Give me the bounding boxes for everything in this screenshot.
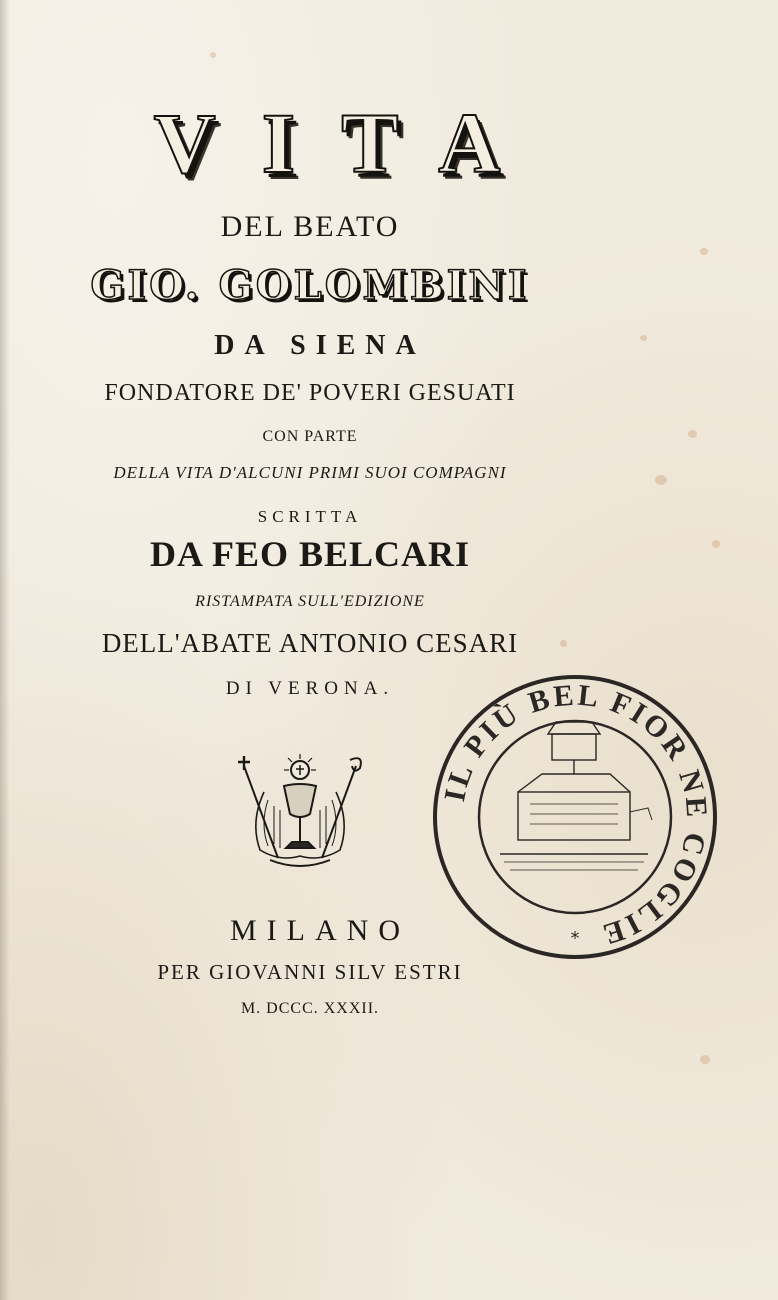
scritta-line: SCRITTA	[257, 507, 363, 526]
subject-role: FONDATORE DE' POVERI GESUATI	[104, 380, 516, 406]
con-parte-line: CON PARTE	[262, 428, 358, 445]
foxing-spot	[700, 248, 708, 255]
book-title: VITA	[153, 95, 547, 191]
foxing-spot	[712, 540, 720, 548]
foxing-spot	[640, 335, 647, 341]
imprint-publisher: PER GIOVANNI SILV ESTRI	[157, 960, 463, 984]
reprint-line: RISTAMPATA SULL'EDIZIONE	[195, 593, 425, 610]
companions-line: DELLA VITA D'ALCUNI PRIMI SUOI COMPAGNI	[113, 463, 507, 482]
editor-place-line: DI VERONA.	[225, 678, 395, 699]
monstrance-emblem-icon	[230, 752, 370, 872]
subtitle-del-beato: DEL BEATO	[220, 210, 400, 243]
subject-origin: DA SIENA	[214, 330, 426, 361]
imprint-year: M. DCCC. XXXII.	[240, 1000, 380, 1017]
foxing-spot	[688, 430, 697, 438]
author-line: DA FEO BELCARI	[149, 534, 471, 574]
bolting-mill-icon	[500, 722, 652, 870]
foxing-spot	[210, 52, 216, 58]
stamp-star: *	[570, 928, 580, 949]
stamp-motto: IL PIÙ BEL FIOR NE COGLIE	[438, 678, 714, 952]
foxing-spot	[700, 1055, 710, 1064]
subject-name: GIO. GOLOMBINI	[90, 262, 530, 309]
imprint-city: MILANO	[230, 914, 410, 947]
foxing-spot	[655, 475, 667, 485]
editor-line: DELL'ABATE ANTONIO CESARI	[101, 628, 519, 658]
